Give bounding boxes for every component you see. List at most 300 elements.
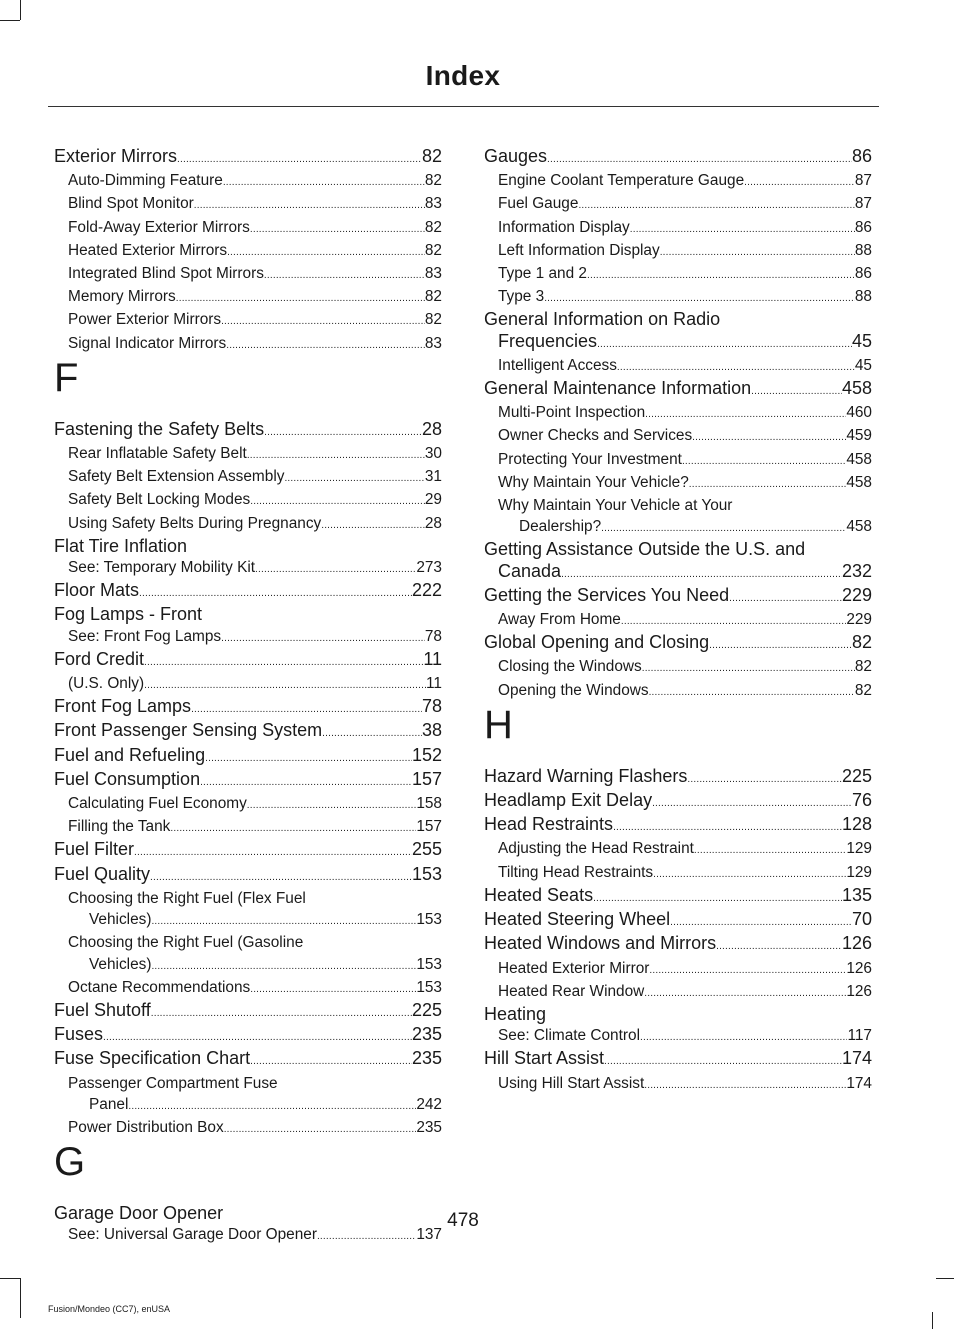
index-entry: [54, 769, 442, 793]
entry-page-number: 117: [847, 1027, 872, 1045]
index-subentry: [54, 909, 442, 932]
entry-page-number: 153: [416, 911, 442, 929]
index-subentry: [54, 888, 442, 909]
entry-page-number: 82: [424, 288, 442, 306]
entry-page-number: 153: [416, 978, 442, 996]
entry-page-number: 225: [841, 765, 872, 786]
index-entry: [54, 720, 442, 744]
index-subentry: [484, 449, 872, 472]
leader-dots: [177, 146, 422, 170]
entry-page-number: 235: [411, 1048, 442, 1069]
entry-text: Flat Tire Inflation: [54, 535, 188, 556]
index-entry: [484, 585, 872, 609]
entry-text: Head Restraints: [484, 814, 614, 835]
crop-mark: [20, 0, 21, 20]
leader-dots: [250, 217, 425, 240]
entry-page-number: 235: [411, 1024, 442, 1045]
entry-page-number: 242: [416, 1095, 442, 1113]
entry-page-number: 174: [841, 1048, 872, 1069]
index-subentry: [54, 513, 442, 536]
entry-page-number: 153: [411, 863, 442, 884]
entry-text: Intelligent Access: [498, 356, 617, 374]
entry-page-number: 82: [854, 681, 872, 699]
leader-dots: [227, 240, 425, 263]
page-title: Index: [425, 60, 501, 91]
entry-text: Closing the Windows: [498, 658, 642, 676]
entry-text: Heated Steering Wheel: [484, 909, 671, 930]
index-entry: [484, 561, 872, 585]
entry-page-number: 82: [424, 218, 442, 236]
leader-dots: [649, 680, 855, 703]
entry-text: Vehicles): [89, 911, 152, 929]
index-entry: [484, 790, 872, 814]
index-entry: [484, 1048, 872, 1072]
entry-page-number: 152: [411, 744, 442, 765]
leader-dots: [593, 885, 842, 909]
leader-dots: [716, 933, 842, 957]
entry-page-number: 11: [423, 648, 442, 669]
entry-text: Exterior Mirrors: [54, 146, 178, 166]
crop-mark: [0, 1278, 20, 1279]
entry-text: Frequencies: [498, 330, 598, 351]
leader-dots: [601, 516, 846, 539]
entry-page-number: 87: [854, 172, 872, 190]
entry-page-number: 458: [846, 518, 872, 536]
entry-text: Protecting Your Investment: [498, 450, 682, 468]
entry-text: General Information on Radio: [484, 309, 721, 330]
index-subentry: [54, 333, 442, 356]
index-subentry: [54, 1094, 442, 1117]
entry-text: Heated Seats: [484, 884, 594, 905]
index-subentry: [54, 466, 442, 489]
entry-page-number: 38: [421, 720, 442, 741]
entry-text: Owner Checks and Services: [498, 427, 693, 445]
index-entry: [54, 419, 442, 443]
leader-dots: [247, 793, 417, 816]
leader-dots: [729, 585, 842, 609]
entry-text: Signal Indicator Mirrors: [68, 334, 227, 352]
index-entry: [54, 536, 442, 557]
leader-dots: [653, 862, 846, 885]
entry-page-number: 88: [854, 288, 872, 306]
entry-text: Away From Home: [498, 611, 621, 629]
leader-dots: [191, 696, 422, 720]
entry-page-number: 128: [841, 814, 872, 835]
entry-page-number: 86: [854, 218, 872, 236]
leader-dots: [151, 954, 416, 977]
entry-page-number: 229: [846, 611, 872, 629]
leader-dots: [587, 263, 855, 286]
index-column-left: [54, 146, 442, 1248]
leader-dots: [194, 193, 425, 216]
leader-dots: [630, 217, 855, 240]
leader-dots: [642, 656, 855, 679]
leader-dots: [640, 1025, 847, 1048]
leader-dots: [709, 632, 852, 656]
entry-page-number: 29: [424, 491, 442, 509]
entry-text: Auto-Dimming Feature: [68, 172, 223, 190]
title-rule: [48, 106, 879, 107]
leader-dots: [255, 557, 416, 580]
leader-dots: [751, 378, 842, 402]
entry-page-number: 129: [846, 840, 872, 858]
entry-page-number: 30: [424, 445, 442, 463]
entry-page-number: 88: [854, 241, 872, 259]
entry-text: Global Opening and Closing: [484, 632, 710, 653]
leader-dots: [128, 1094, 416, 1117]
index-subentry: [484, 838, 872, 861]
index-entry: [484, 885, 872, 909]
entry-text: Integrated Blind Spot Mirrors: [68, 265, 264, 283]
entry-text: See: Front Fog Lamps: [68, 627, 222, 645]
section-letter: F: [54, 355, 79, 400]
entry-text: Getting Assistance Outside the U.S. and: [484, 539, 806, 560]
entry-text: Heated Exterior Mirrors: [68, 241, 228, 259]
entry-page-number: 157: [416, 818, 442, 836]
entry-page-number: 157: [411, 768, 442, 789]
entry-text: Safety Belt Extension Assembly: [68, 468, 285, 486]
entry-text: Rear Inflatable Safety Belt: [68, 445, 247, 463]
index-subentry: [484, 355, 872, 378]
entry-page-number: 255: [411, 839, 442, 860]
index-entry: [54, 146, 442, 170]
entry-text: Canada: [498, 560, 562, 581]
entry-page-number: 229: [841, 584, 872, 605]
leader-dots: [613, 814, 842, 838]
leader-dots: [221, 626, 425, 649]
index-subentry: [484, 495, 872, 516]
entry-text: Fuel Shutoff: [54, 999, 151, 1020]
crop-mark: [0, 20, 20, 21]
leader-dots: [223, 170, 425, 193]
leader-dots: [682, 449, 846, 472]
index-subentry: [54, 954, 442, 977]
crop-mark: [20, 1278, 21, 1318]
index-subentry: [484, 981, 872, 1004]
leader-dots: [544, 286, 855, 309]
entry-page-number: 158: [416, 795, 442, 813]
leader-dots: [144, 649, 423, 673]
entry-text: Fold-Away Exterior Mirrors: [68, 218, 250, 236]
entry-page-number: 174: [846, 1074, 872, 1092]
entry-text: Fuel Consumption: [54, 768, 201, 789]
index-subentry: [484, 263, 872, 286]
leader-dots: [139, 580, 412, 604]
entry-text: Engine Coolant Temperature Gauge: [498, 172, 745, 190]
entry-page-number: 11: [426, 675, 442, 693]
index-subentry: [484, 862, 872, 885]
leader-dots: [649, 958, 846, 981]
index-subentry: [484, 170, 872, 193]
entry-page-number: 86: [851, 146, 872, 166]
entry-text: Choosing the Right Fuel (Gasoline: [68, 934, 304, 952]
entry-text: Filling the Tank: [68, 818, 171, 836]
index-entry: [484, 331, 872, 355]
leader-dots: [247, 443, 425, 466]
entry-page-number: 137: [416, 1226, 442, 1244]
entry-text: Why Maintain Your Vehicle?: [498, 473, 689, 491]
entry-text: See: Climate Control: [498, 1027, 640, 1045]
index-subentry: [484, 193, 872, 216]
index-entry: [54, 696, 442, 720]
entry-page-number: 83: [424, 265, 442, 283]
leader-dots: [652, 790, 852, 814]
leader-dots: [250, 977, 416, 1000]
index-subentry: [484, 1073, 872, 1096]
entry-text: Choosing the Right Fuel (Flex Fuel: [68, 889, 306, 907]
leader-dots: [561, 561, 842, 585]
entry-page-number: 45: [851, 330, 872, 351]
index-entry: [484, 933, 872, 957]
index-entry: [54, 839, 442, 863]
index-entry: [484, 378, 872, 402]
leader-dots: [660, 240, 855, 263]
entry-text: Fuel Filter: [54, 839, 135, 860]
index-subentry: [54, 932, 442, 953]
entry-page-number: 28: [424, 514, 442, 532]
leader-dots: [744, 170, 855, 193]
entry-text: Hazard Warning Flashers: [484, 765, 688, 786]
index-subentry: [484, 958, 872, 981]
entry-text: Gauges: [484, 146, 548, 166]
entry-text: Fastening the Safety Belts: [54, 418, 265, 439]
entry-page-number: 129: [846, 863, 872, 881]
leader-dots: [103, 1024, 412, 1048]
entry-page-number: 86: [854, 265, 872, 283]
leader-dots: [250, 489, 425, 512]
entry-page-number: 82: [424, 241, 442, 259]
footer-text: Fusion/Mondeo (CC7), enUSA: [48, 1304, 171, 1314]
leader-dots: [694, 838, 846, 861]
entry-text: Headlamp Exit Delay: [484, 790, 653, 811]
index-subentry: [54, 263, 442, 286]
entry-text: Using Safety Belts During Pregnancy: [68, 514, 322, 532]
crop-mark: [932, 1312, 933, 1329]
leader-dots: [151, 1000, 412, 1024]
leader-dots: [644, 981, 846, 1004]
entry-text: Why Maintain Your Vehicle at Your: [498, 497, 733, 515]
leader-dots: [226, 333, 425, 356]
index-entry: [484, 1004, 872, 1025]
leader-dots: [617, 355, 855, 378]
index-entry: [484, 632, 872, 656]
entry-page-number: 78: [421, 696, 442, 717]
index-subentry: [484, 472, 872, 495]
index-entry: [484, 814, 872, 838]
entry-page-number: 82: [854, 658, 872, 676]
index-subentry: [54, 193, 442, 216]
entry-text: Left Information Display: [498, 241, 660, 259]
section-letter: H: [484, 702, 513, 747]
entry-text: Multi-Point Inspection: [498, 404, 646, 422]
entry-page-number: 126: [846, 959, 872, 977]
entry-text: General Maintenance Information: [484, 378, 752, 399]
entry-text: Dealership?: [519, 518, 602, 536]
index-subentry: [54, 217, 442, 240]
entry-text: Floor Mats: [54, 580, 140, 601]
leader-dots: [547, 146, 852, 170]
leader-dots: [264, 419, 422, 443]
index-subentry: [484, 286, 872, 309]
index-subentry: [484, 656, 872, 679]
entry-page-number: 135: [841, 884, 872, 905]
index-entry: [54, 1024, 442, 1048]
crop-mark: [936, 1278, 954, 1279]
entry-text: Getting the Services You Need: [484, 584, 730, 605]
entry-text: Power Exterior Mirrors: [68, 311, 222, 329]
index-subentry: [54, 443, 442, 466]
index-entry: [484, 146, 872, 170]
entry-text: Adjusting the Head Restraint: [498, 840, 694, 858]
entry-page-number: 87: [854, 195, 872, 213]
index-subentry: [54, 816, 442, 839]
entry-page-number: 45: [854, 356, 872, 374]
entry-text: Heated Windows and Mirrors: [484, 933, 717, 954]
entry-text: Type 1 and 2: [498, 265, 587, 283]
index-subentry: [54, 793, 442, 816]
leader-dots: [670, 909, 852, 933]
entry-text: Passenger Compartment Fuse: [68, 1074, 278, 1092]
leader-dots: [689, 472, 847, 495]
entry-text: Heated Rear Window: [498, 982, 645, 1000]
entry-text: Type 3: [498, 288, 545, 306]
entry-text: Blind Spot Monitor: [68, 195, 194, 213]
entry-page-number: 82: [424, 311, 442, 329]
leader-dots: [692, 425, 846, 448]
index-subentry: [484, 402, 872, 425]
entry-page-number: 70: [851, 909, 872, 930]
leader-dots: [150, 864, 412, 888]
index-subentry: [484, 1025, 872, 1048]
entry-text: Memory Mirrors: [68, 288, 176, 306]
index-entry: [54, 864, 442, 888]
leader-dots: [621, 609, 846, 632]
entry-page-number: 82: [424, 172, 442, 190]
entry-page-number: 460: [846, 404, 872, 422]
entry-text: Fog Lamps - Front: [54, 604, 203, 625]
index-entry: [54, 745, 442, 769]
entry-text: Front Fog Lamps: [54, 696, 192, 717]
index-entry: [54, 1048, 442, 1072]
entry-text: Heated Exterior Mirror: [498, 959, 650, 977]
entry-page-number: 232: [841, 560, 872, 581]
entry-text: Using Hill Start Assist: [498, 1074, 645, 1092]
entry-page-number: 28: [421, 418, 442, 439]
leader-dots: [176, 286, 425, 309]
entry-page-number: 126: [841, 933, 872, 954]
leader-dots: [134, 839, 412, 863]
index-subentry: [484, 680, 872, 703]
entry-page-number: 153: [416, 955, 442, 973]
leader-dots: [645, 402, 846, 425]
leader-dots: [687, 766, 842, 790]
index-subentry: [54, 1073, 442, 1094]
index-subentry: [54, 489, 442, 512]
entry-text: Fuel Quality: [54, 863, 151, 884]
index-subentry: [54, 170, 442, 193]
index-entry: [484, 309, 872, 330]
leader-dots: [597, 331, 852, 355]
index-entry: [484, 909, 872, 933]
entry-text: (U.S. Only): [68, 675, 145, 693]
entry-page-number: 82: [851, 632, 872, 653]
index-subentry: [484, 609, 872, 632]
leader-dots: [578, 193, 854, 216]
entry-text: Fuel Gauge: [498, 195, 579, 213]
index-subentry: [54, 309, 442, 332]
leader-dots: [205, 745, 412, 769]
entry-page-number: 273: [416, 559, 442, 577]
entry-page-number: 459: [846, 427, 872, 445]
entry-text: Safety Belt Locking Modes: [68, 491, 251, 509]
entry-page-number: 458: [841, 378, 872, 399]
index-subentry: [484, 217, 872, 240]
entry-text: See: Temporary Mobility Kit: [68, 559, 256, 577]
entry-text: Tilting Head Restraints: [498, 863, 654, 881]
entry-page-number: 235: [416, 1118, 442, 1136]
index-entry: [54, 1000, 442, 1024]
entry-page-number: 83: [424, 334, 442, 352]
entry-page-number: 458: [846, 450, 872, 468]
leader-dots: [604, 1048, 842, 1072]
leader-dots: [250, 1048, 412, 1072]
entry-text: Ford Credit: [54, 648, 145, 669]
index-entry: [54, 604, 442, 625]
index-subentry: [54, 1117, 442, 1140]
entry-text: Front Passenger Sensing System: [54, 720, 323, 741]
index-subentry: [54, 626, 442, 649]
index-entry: [54, 649, 442, 673]
leader-dots: [224, 1117, 417, 1140]
leader-dots: [644, 1073, 846, 1096]
entry-text: Power Distribution Box: [68, 1118, 224, 1136]
index-subentry: [484, 240, 872, 263]
entry-text: Opening the Windows: [498, 681, 649, 699]
index-column-right: [484, 146, 872, 1096]
entry-page-number: 458: [846, 473, 872, 491]
entry-text: Hill Start Assist: [484, 1048, 605, 1069]
leader-dots: [284, 466, 424, 489]
entry-page-number: 83: [424, 195, 442, 213]
index-subentry: [54, 977, 442, 1000]
entry-page-number: 78: [424, 627, 442, 645]
entry-text: Panel: [89, 1095, 129, 1113]
index-entry: [484, 766, 872, 790]
entry-text: Fuel and Refueling: [54, 744, 206, 765]
entry-page-number: 31: [424, 468, 442, 486]
leader-dots: [321, 513, 425, 536]
entry-page-number: 225: [411, 999, 442, 1020]
entry-text: See: Universal Garage Door Opener: [68, 1226, 317, 1244]
leader-dots: [151, 909, 416, 932]
entry-text: Fuses: [54, 1024, 104, 1045]
entry-page-number: 222: [411, 580, 442, 601]
leader-dots: [170, 816, 416, 839]
index-entry: [54, 580, 442, 604]
section-letter: G: [54, 1140, 86, 1185]
entry-text: Fuse Specification Chart: [54, 1048, 251, 1069]
entry-text: Octane Recommendations: [68, 978, 251, 996]
index-subentry: [54, 673, 442, 696]
leader-dots: [221, 309, 425, 332]
index-subentry: [484, 516, 872, 539]
leader-dots: [200, 769, 412, 793]
index-subentry: [54, 557, 442, 580]
index-entry: [484, 539, 872, 560]
entry-page-number: 76: [851, 790, 872, 811]
index-subentry: [54, 286, 442, 309]
leader-dots: [322, 720, 422, 744]
